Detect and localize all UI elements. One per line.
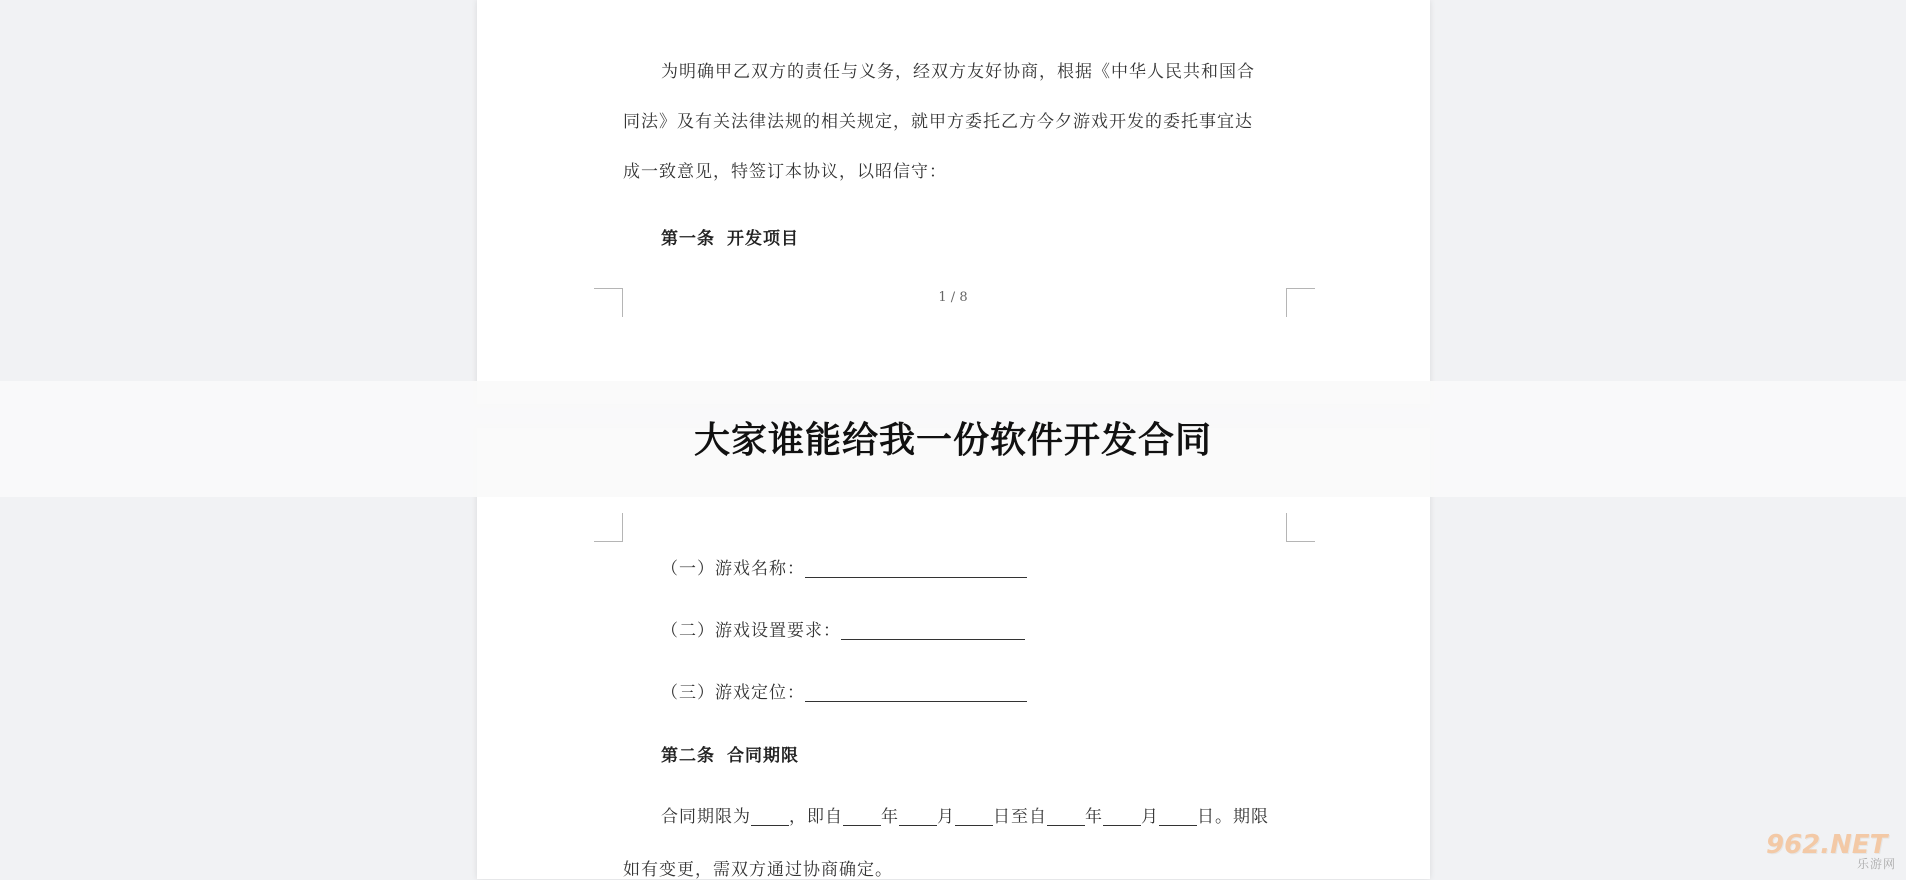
article-1-heading <box>661 224 799 249</box>
start-day-blank <box>955 807 993 826</box>
page-number: 1 / 8 <box>938 290 968 305</box>
field-game-settings <box>661 616 1025 641</box>
article-1-title: 开发项目 <box>727 229 799 249</box>
field-game-name-blank <box>805 559 1027 578</box>
start-month-blank <box>899 807 937 826</box>
watermark-sub-text: 乐游网 <box>1856 857 1896 871</box>
term-day-from: 日至自 <box>993 807 1047 827</box>
field-game-positioning-label: （三）游戏定位： <box>661 683 805 703</box>
term-duration-blank <box>751 807 789 826</box>
site-watermark-logo <box>1766 830 1900 872</box>
article-2-heading <box>661 741 799 766</box>
start-year-blank <box>843 807 881 826</box>
term-paragraph-line-1 <box>661 802 1269 827</box>
field-game-positioning-blank <box>805 683 1027 702</box>
intro-paragraph-line-3: 成一致意见，特签订本协议，以昭信守： <box>623 162 947 182</box>
article-2-number: 第二条 <box>661 746 715 766</box>
intro-paragraph-line-1: 为明确甲乙双方的责任与义务，经双方友好协商，根据《中华人民共和国合 <box>661 62 1255 82</box>
term-year-1: 年 <box>881 807 899 827</box>
margin-corner-mark <box>594 513 623 542</box>
article-1-number: 第一条 <box>661 229 715 249</box>
end-month-blank <box>1103 807 1141 826</box>
margin-corner-mark <box>1286 288 1315 317</box>
field-game-name <box>661 554 1027 579</box>
term-prefix: 合同期限为 <box>661 807 751 827</box>
article-2-title: 合同期限 <box>727 746 799 766</box>
end-day-blank <box>1159 807 1197 826</box>
term-year-2: 年 <box>1085 807 1103 827</box>
term-day-end: 日。期限 <box>1197 807 1269 827</box>
banner-title: 大家谁能给我一份软件开发合同 <box>693 420 1212 461</box>
field-game-settings-blank <box>841 621 1025 640</box>
watermark-main-text: 962.NET <box>1766 830 1888 860</box>
field-game-positioning <box>661 678 1027 703</box>
intro-paragraph-line-2: 同法》及有关法律法规的相关规定，就甲方委托乙方今夕游戏开发的委托事宜达 <box>623 112 1253 132</box>
term-month-1: 月 <box>937 807 955 827</box>
field-game-name-label: （一）游戏名称： <box>661 559 805 579</box>
end-year-blank <box>1047 807 1085 826</box>
term-paragraph-line-2: 如有变更，需双方通过协商确定。 <box>623 860 893 880</box>
margin-corner-mark <box>1286 513 1315 542</box>
term-from: ，即自 <box>789 807 843 827</box>
margin-corner-mark <box>594 288 623 317</box>
field-game-settings-label: （二）游戏设置要求： <box>661 621 841 641</box>
term-month-2: 月 <box>1141 807 1159 827</box>
